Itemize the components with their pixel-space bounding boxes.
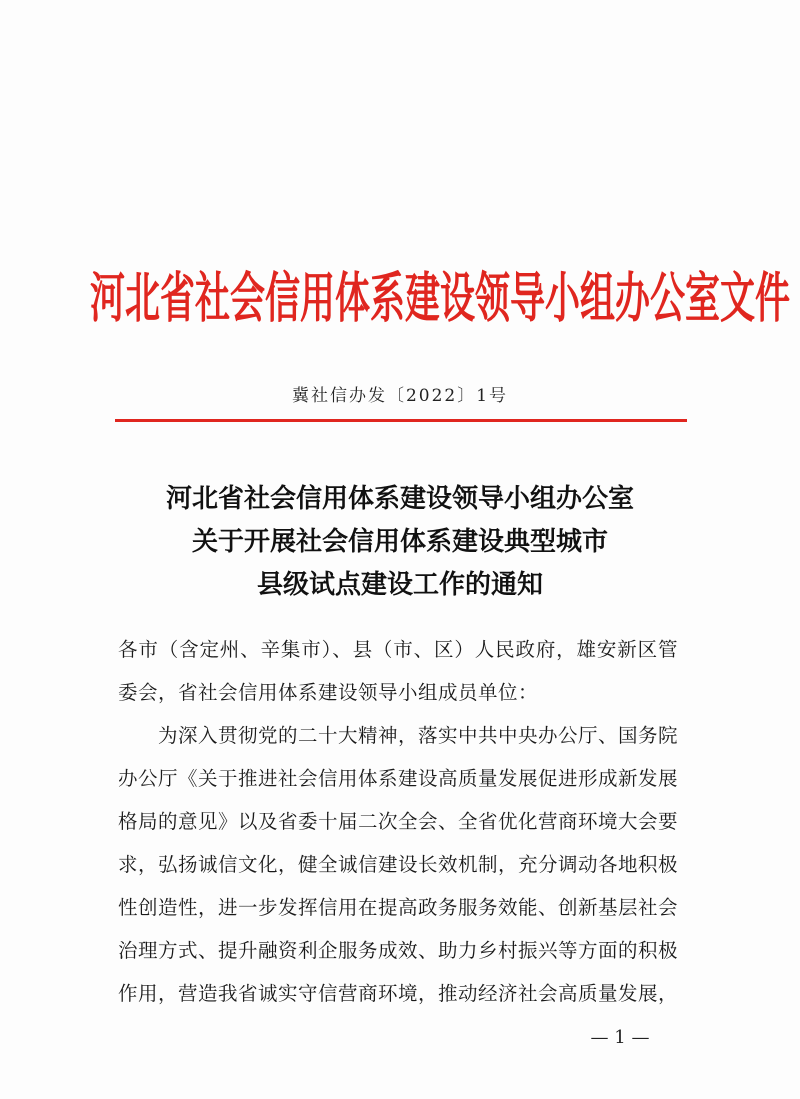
issuer-header-title: 河北省社会信用体系建设领导小组办公室文件 [90, 268, 791, 331]
body-line-4: 办公厅《关于推进社会信用体系建设高质量发展促进形成新发展 [118, 767, 679, 790]
body-line-2: 委会，省社会信用体系建设领导小组成员单位： [118, 681, 539, 704]
body-line-9: 作用，营造我省诚实守信营商环境，推动经济社会高质量发展， [118, 982, 679, 1005]
body-line-7: 性创造性，进一步发挥信用在提高政务服务效能、创新基层社会 [118, 896, 679, 919]
body-line-3: 为深入贯彻党的二十大精神，落实中共中央办公厅、国务院 [118, 724, 679, 747]
notice-title [80, 478, 720, 607]
body-line-1: 各市（含定州、辛集市）、县（市、区）人民政府，雄安新区管 [118, 638, 678, 661]
page-number: — 1 — [590, 1027, 650, 1048]
notice-title-line-3: 县级试点建设工作的通知 [256, 570, 543, 600]
notice-body [118, 628, 678, 1015]
body-line-5: 格局的意见》以及省委十届二次全会、全省优化营商环境大会要 [118, 810, 679, 833]
red-separator-line [115, 419, 687, 422]
notice-title-line-1: 河北省社会信用体系建设领导小组办公室 [165, 484, 634, 514]
document-number: 冀社信办发〔2022〕1号 [291, 386, 509, 406]
body-line-8: 治理方式、提升融资利企服务成效、助力乡村振兴等方面的积极 [118, 939, 679, 962]
notice-title-line-2: 关于开展社会信用体系建设典型城市 [191, 527, 608, 557]
body-line-6: 求，弘扬诚信文化，健全诚信建设长效机制，充分调动各地积极 [118, 853, 679, 876]
